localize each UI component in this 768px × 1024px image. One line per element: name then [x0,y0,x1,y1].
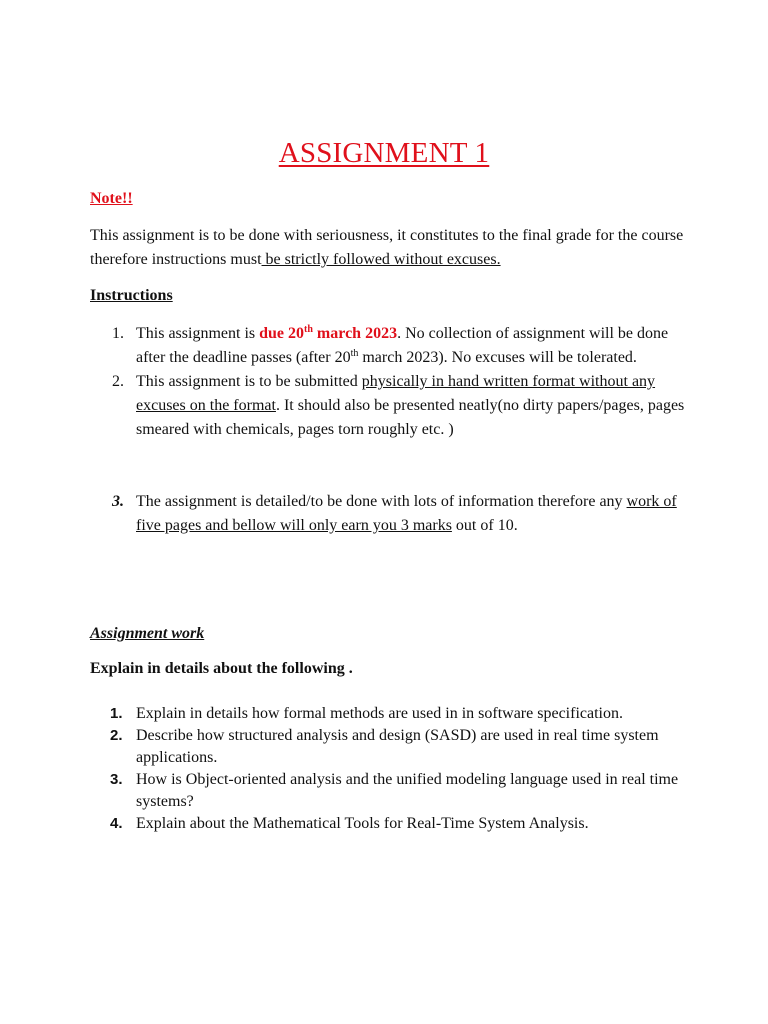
list-item-number: 3. [112,493,124,510]
document-title: ASSIGNMENT 1 [278,137,490,169]
underlined-text: physically in hand written format without any excuses on the format [136,373,656,414]
list-item-text: . It should also be presented neatly(no dirty papers/pages, pages smeared with chemicals, pages torn roughly etc. ) [136,397,685,438]
intro-underlined-text: be strictly followed without excuses. [261,251,501,268]
list-item-number: 1. [110,705,123,722]
list-item-text: The assignment is detailed/to be done with lots of information therefore any [136,493,627,510]
list-item-text: out of 10. [451,517,518,534]
instructions-list-continued [90,490,690,538]
instructions-heading: Instructions [90,287,173,304]
list-item-number: 2. [110,727,123,744]
intro-text: This assignment is to be done with seriousness, it constitutes to the final grade for the course therefore instructions must [90,227,684,268]
superscript: th [350,348,359,359]
list-item [90,725,690,769]
underlined-text: work of five pages and bellow will only earn you 3 marks [136,493,677,534]
list-item [90,769,690,813]
instructions-list [90,322,690,442]
note-label: Note!! [90,190,133,207]
list-item-text: How is Object-oriented analysis and the unified modeling language used in real time systems? [136,771,679,810]
questions-list [90,703,690,835]
due-date: due 20th march 2023 [259,324,398,342]
list-item-text: This assignment is [136,325,260,342]
list-item-text: Explain about the Mathematical Tools for Real-Time System Analysis. [136,815,589,832]
list-item-text: . No collection of assignment will be done after the deadline passes (after 20 [136,325,669,366]
intro-paragraph [90,224,690,272]
list-item-number: 4. [110,815,123,832]
assignment-work-heading: Assignment work [90,625,205,642]
explain-heading: Explain in details about the following . [90,660,353,677]
list-item [90,322,690,370]
list-item-text: This assignment is to be submitted [136,373,362,390]
list-item-text: march 2023). No excuses will be tolerated. [358,349,637,366]
list-item-number: 3. [110,771,123,788]
list-item [90,703,690,725]
list-item [90,490,690,538]
list-item-text: Explain in details how formal methods are used in in software specification. [136,705,623,722]
list-item-number: 2. [112,373,124,390]
list-item-number: 1. [112,325,124,342]
list-item [90,813,690,835]
list-item [90,370,690,442]
list-item-text: Describe how structured analysis and design (SASD) are used in real time system applications. [136,727,659,766]
